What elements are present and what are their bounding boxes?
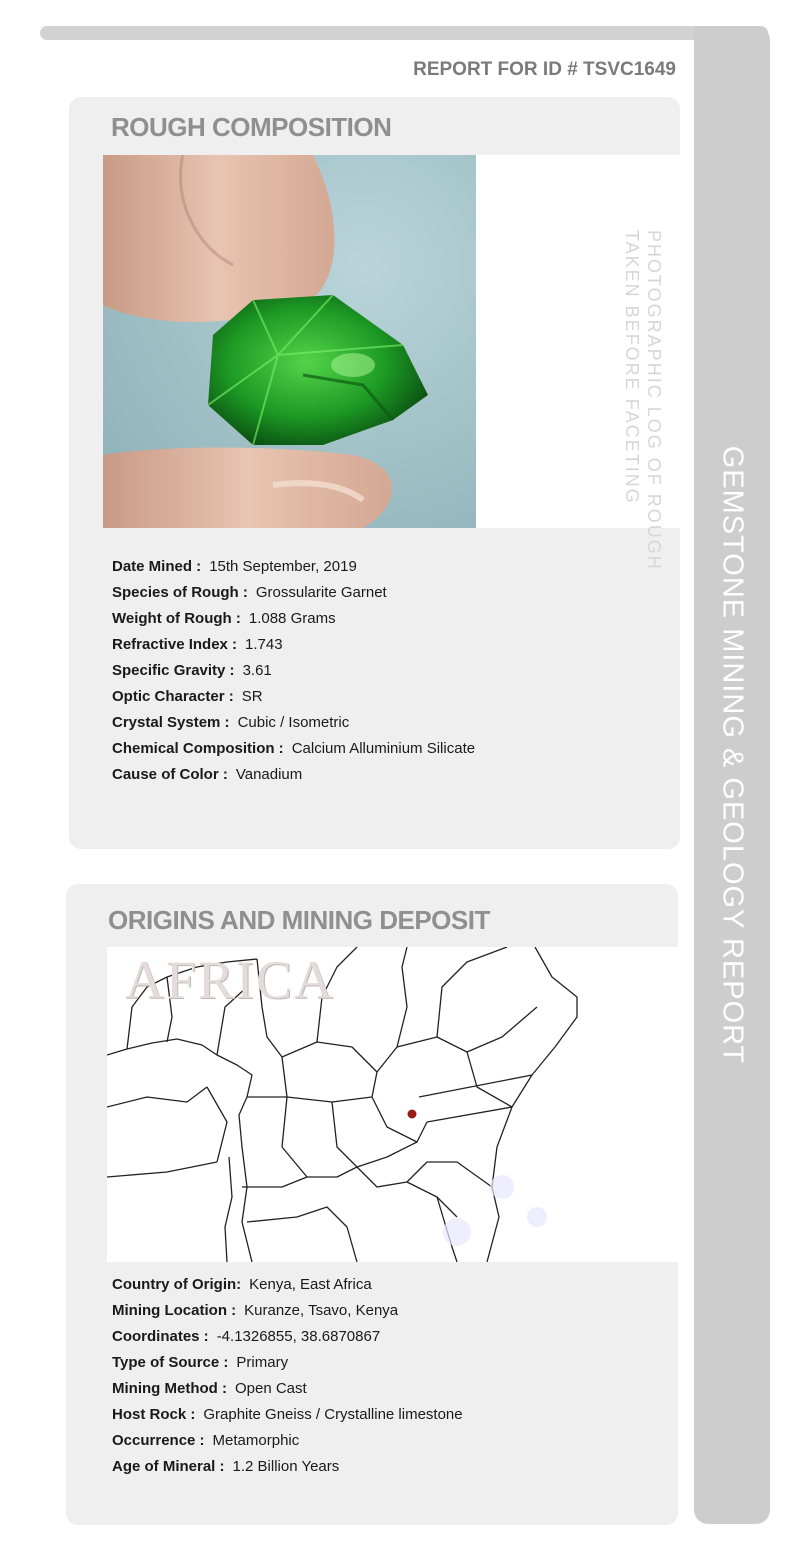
- photo-caption-line-2: TAKEN BEFORE FACETING: [622, 230, 642, 505]
- detail-value: Vanadium: [235, 766, 303, 783]
- detail-value: Open Cast: [234, 1380, 307, 1397]
- detail-value: Metamorphic: [212, 1432, 300, 1449]
- side-title: GEMSTONE MINING & GEOLOGY REPORT: [716, 445, 749, 1065]
- detail-value: SR: [241, 688, 263, 705]
- detail-value: 15th September, 2019: [209, 558, 357, 575]
- top-bar: [40, 26, 768, 40]
- africa-map: [107, 947, 678, 1262]
- photo-caption: [621, 230, 665, 571]
- detail-value: Grossularite Garnet: [255, 584, 387, 601]
- detail-row: [112, 762, 475, 788]
- detail-row: [112, 1298, 463, 1324]
- detail-row: [112, 710, 475, 736]
- detail-value: Cubic / Isometric: [237, 714, 350, 731]
- detail-value: 3.61: [242, 662, 272, 679]
- detail-label: Weight of Rough :: [112, 610, 241, 627]
- detail-value: 1.2 Billion Years: [232, 1458, 340, 1475]
- detail-value: Kenya, East Africa: [249, 1276, 372, 1293]
- detail-label: Country of Origin:: [112, 1276, 242, 1293]
- rough-photo: [103, 155, 476, 528]
- detail-row: [112, 1350, 463, 1376]
- rough-details-list: [112, 554, 475, 788]
- detail-value: Graphite Gneiss / Crystalline limestone: [203, 1406, 463, 1423]
- detail-row: [112, 684, 475, 710]
- detail-value: Calcium Alluminium Silicate: [291, 740, 476, 757]
- detail-row: [112, 1428, 463, 1454]
- rough-composition-panel: [69, 97, 680, 849]
- detail-label: Coordinates :: [112, 1328, 209, 1345]
- detail-value: Kuranze, Tsavo, Kenya: [244, 1302, 399, 1319]
- detail-row: [112, 1376, 463, 1402]
- detail-label: Cause of Color :: [112, 766, 228, 783]
- report-id: REPORT FOR ID # TSVC1649: [413, 59, 676, 80]
- detail-label: Species of Rough :: [112, 584, 248, 601]
- detail-row: [112, 1454, 463, 1480]
- origins-title: ORIGINS AND MINING DEPOSIT: [108, 905, 490, 935]
- detail-value: 1.743: [245, 636, 283, 653]
- detail-row: [112, 554, 475, 580]
- photo-caption-line-1: PHOTOGRAPHIC LOG OF ROUGH: [644, 230, 664, 571]
- detail-label: Optic Character :: [112, 688, 234, 705]
- origins-details-list: [112, 1272, 463, 1480]
- detail-label: Chemical Composition :: [112, 740, 284, 757]
- detail-row: [112, 1324, 463, 1350]
- detail-label: Age of Mineral :: [112, 1458, 225, 1475]
- rough-composition-title: ROUGH COMPOSITION: [111, 112, 392, 142]
- detail-label: Occurrence :: [112, 1432, 205, 1449]
- origins-panel: [66, 884, 678, 1525]
- detail-row: [112, 1402, 463, 1428]
- detail-value: 1.088 Grams: [248, 610, 336, 627]
- detail-row: [112, 580, 475, 606]
- map-label: AFRICA: [125, 950, 336, 1010]
- detail-label: Specific Gravity :: [112, 662, 235, 679]
- detail-label: Crystal System :: [112, 714, 230, 731]
- gem-photo-illustration: [103, 155, 476, 528]
- detail-label: Mining Location :: [112, 1302, 237, 1319]
- detail-label: Host Rock :: [112, 1406, 196, 1423]
- detail-label: Date Mined :: [112, 558, 202, 575]
- detail-value: Primary: [236, 1354, 289, 1371]
- detail-row: [112, 632, 475, 658]
- detail-row: [112, 1272, 463, 1298]
- detail-row: [112, 658, 475, 684]
- mining-location-marker: [408, 1110, 417, 1119]
- detail-value: -4.1326855, 38.6870867: [216, 1328, 381, 1345]
- detail-row: [112, 736, 475, 762]
- detail-label: Refractive Index :: [112, 636, 238, 653]
- detail-label: Type of Source :: [112, 1354, 229, 1371]
- detail-row: [112, 606, 475, 632]
- detail-label: Mining Method :: [112, 1380, 227, 1397]
